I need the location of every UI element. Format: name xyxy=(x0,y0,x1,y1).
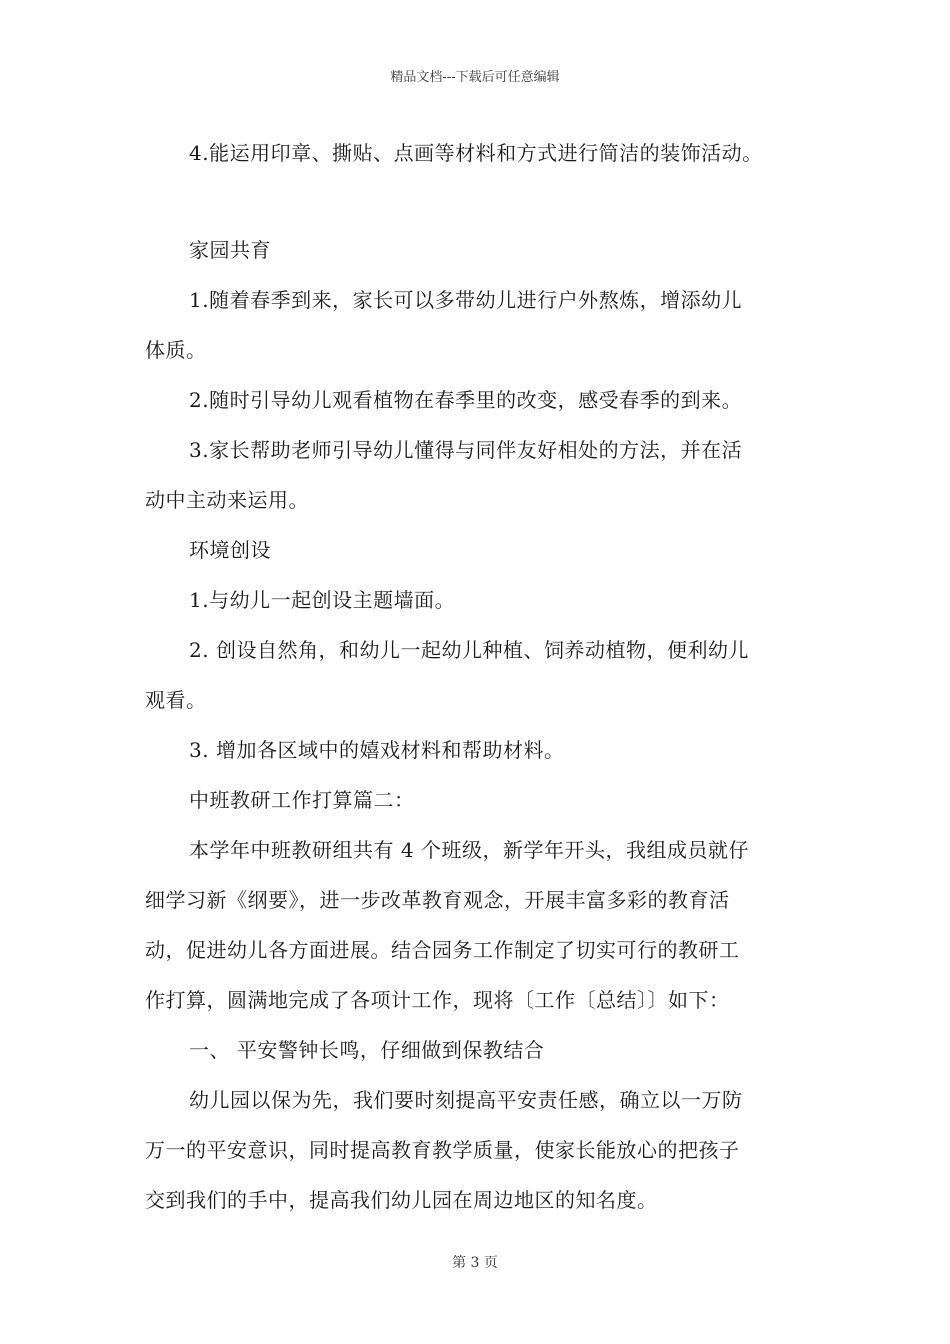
section-heading-safety: 一、 平安警钟长鸣，仔细做到保教结合 xyxy=(189,1038,545,1062)
paragraph-line: 2.随时引导幼儿观看植物在春季里的改变，感受春季的到来。 xyxy=(189,388,743,412)
section-heading-home-school: 家园共育 xyxy=(189,238,271,262)
section-heading-environment: 环境创设 xyxy=(189,538,271,562)
paragraph-line: 观看。 xyxy=(145,688,207,712)
paragraph-line: 体质。 xyxy=(145,338,207,362)
paragraph-line: 细学习新《纲要》，进一步改革教育观念，开展丰富多彩的教育活 xyxy=(145,888,730,912)
page-number: 第 3 页 xyxy=(452,1255,498,1271)
page-header: 精品文档---下载后可任意编辑 xyxy=(390,70,560,85)
paragraph-line: 万一的平安意识，同时提高教育教学质量，使家长能放心的把孩子 xyxy=(145,1138,740,1162)
paragraph-line: 2. 创设自然角，和幼儿一起幼儿种植、饲养动植物，便利幼儿 xyxy=(189,638,749,662)
paragraph-line: 本学年中班教研组共有 4 个班级，新学年开头，我组成员就仔 xyxy=(189,838,749,862)
paragraph-line: 1.与幼儿一起创设主题墙面。 xyxy=(189,588,456,612)
section-heading-part-two: 中班教研工作打算篇二： xyxy=(189,788,415,812)
paragraph-line: 1.随着春季到来，家长可以多带幼儿进行户外熬炼，增添幼儿 xyxy=(189,288,743,312)
paragraph-line: 3. 增加各区域中的嬉戏材料和帮助材料。 xyxy=(189,738,565,762)
paragraph-line: 动，促进幼儿各方面进展。结合园务工作制定了切实可行的教研工 xyxy=(145,938,740,962)
paragraph-line: 4.能运用印章、撕贴、点画等材料和方式进行简洁的装饰活动。 xyxy=(189,141,763,165)
paragraph-line: 3.家长帮助老师引导幼儿懂得与同伴友好相处的方法，并在活 xyxy=(189,438,743,462)
paragraph-line: 交到我们的手中，提高我们幼儿园在周边地区的知名度。 xyxy=(145,1188,658,1212)
paragraph-line: 动中主动来运用。 xyxy=(145,488,309,512)
paragraph-line: 作打算，圆满地完成了各项计工作，现将〔工作〔总结〕〕如下： xyxy=(145,988,730,1012)
paragraph-line: 幼儿园以保为先，我们要时刻提高平安责任感，确立以一万防 xyxy=(189,1088,743,1112)
